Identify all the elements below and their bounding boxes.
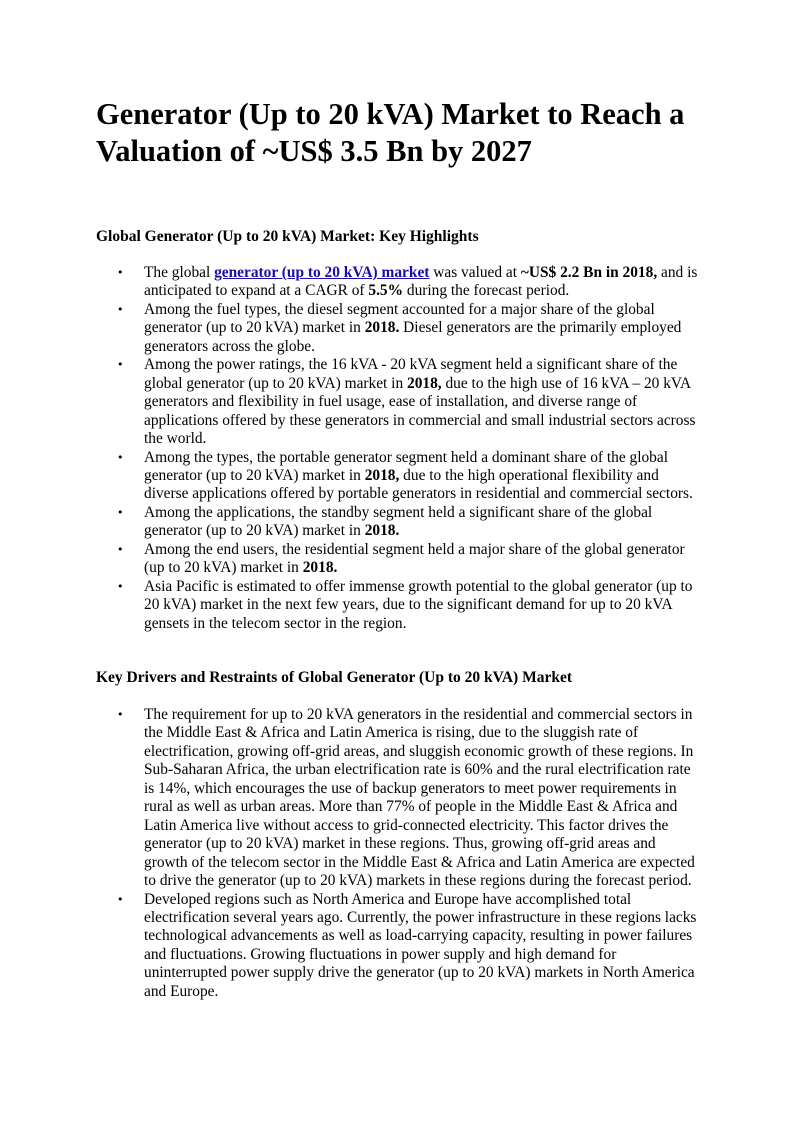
highlights-list <box>96 264 700 633</box>
page-title: Generator (Up to 20 kVA) Market to Reach a Valuation of ~US$ 3.5 Bn by 2027 <box>96 97 685 168</box>
list-item: • The requirement for up to 20 kVA generators in the residential and commercial sectors in the Middle East & Africa and Latin America is rising, due to the sluggish rate of electrification, growing off-grid areas, and sluggish economic growth of these regions. In Sub-Saharan Africa, the urban electrification rate is 60% and the rural electrification rate is 14%, which encourages the use of backup generators to meet power requirements in rural as well as urban areas. More than 77% of people in the Middle East & Africa and Latin America live without access to grid-connected electricity. This factor drives the generator (up to 20 kVA) market in these regions. Thus, growing off-grid areas and growth of the telecom sector in the Middle East & Africa and Latin America are expected to drive the generator (up to 20 kVA) markets in these regions during the forecast period. <box>96 706 700 891</box>
list-item: • The global generator (up to 20 kVA) market was valued at ~US$ 2.2 Bn in 2018, and is anticipated to expand at a CAGR of 5.5% during the forecast period. <box>96 264 700 301</box>
generator-market-link[interactable]: generator (up to 20 kVA) market <box>214 264 430 281</box>
section-heading-drivers: Key Drivers and Restraints of Global Generator (Up to 20 kVA) Market <box>96 669 572 686</box>
list-item: • Developed regions such as North America and Europe have accomplished total electrification several years ago. Currently, the power infrastructure in these regions lacks technological advancements as well as load-carrying capacity, resulting in power failures and fluctuations. Growing fluctuations in power supply and high demand for uninterrupted power supply drive the generator (up to 20 kVA) markets in North America and Europe. <box>96 891 700 1002</box>
list-item: • Among the types, the portable generator segment held a dominant share of the global generator (up to 20 kVA) market in 2018, due to the high operational flexibility and diverse applications offered by portable generators in residential and commercial sectors. <box>96 449 700 504</box>
list-item: • Among the fuel types, the diesel segment accounted for a major share of the global generator (up to 20 kVA) market in 2018. Diesel generators are the primarily employed generators across the globe. <box>96 301 700 356</box>
drivers-list <box>96 706 700 1001</box>
list-item: • Asia Pacific is estimated to offer immense growth potential to the global generator (up to 20 kVA) market in the next few years, due to the significant demand for up to 20 kVA gensets in the telecom sector in the region. <box>96 578 700 633</box>
list-item: • Among the end users, the residential segment held a major share of the global generator (up to 20 kVA) market in 2018. <box>96 541 700 578</box>
list-item: • Among the power ratings, the 16 kVA - 20 kVA segment held a significant share of the global generator (up to 20 kVA) market in 2018, due to the high use of 16 kVA – 20 kVA generators and flexibility in fuel usage, ease of installation, and diverse range of applications offered by these generators in commercial and small industrial sectors across the world. <box>96 356 700 448</box>
list-item: • Among the applications, the standby segment held a significant share of the global generator (up to 20 kVA) market in 2018. <box>96 504 700 541</box>
section-heading-highlights: Global Generator (Up to 20 kVA) Market: Key Highlights <box>96 228 479 245</box>
